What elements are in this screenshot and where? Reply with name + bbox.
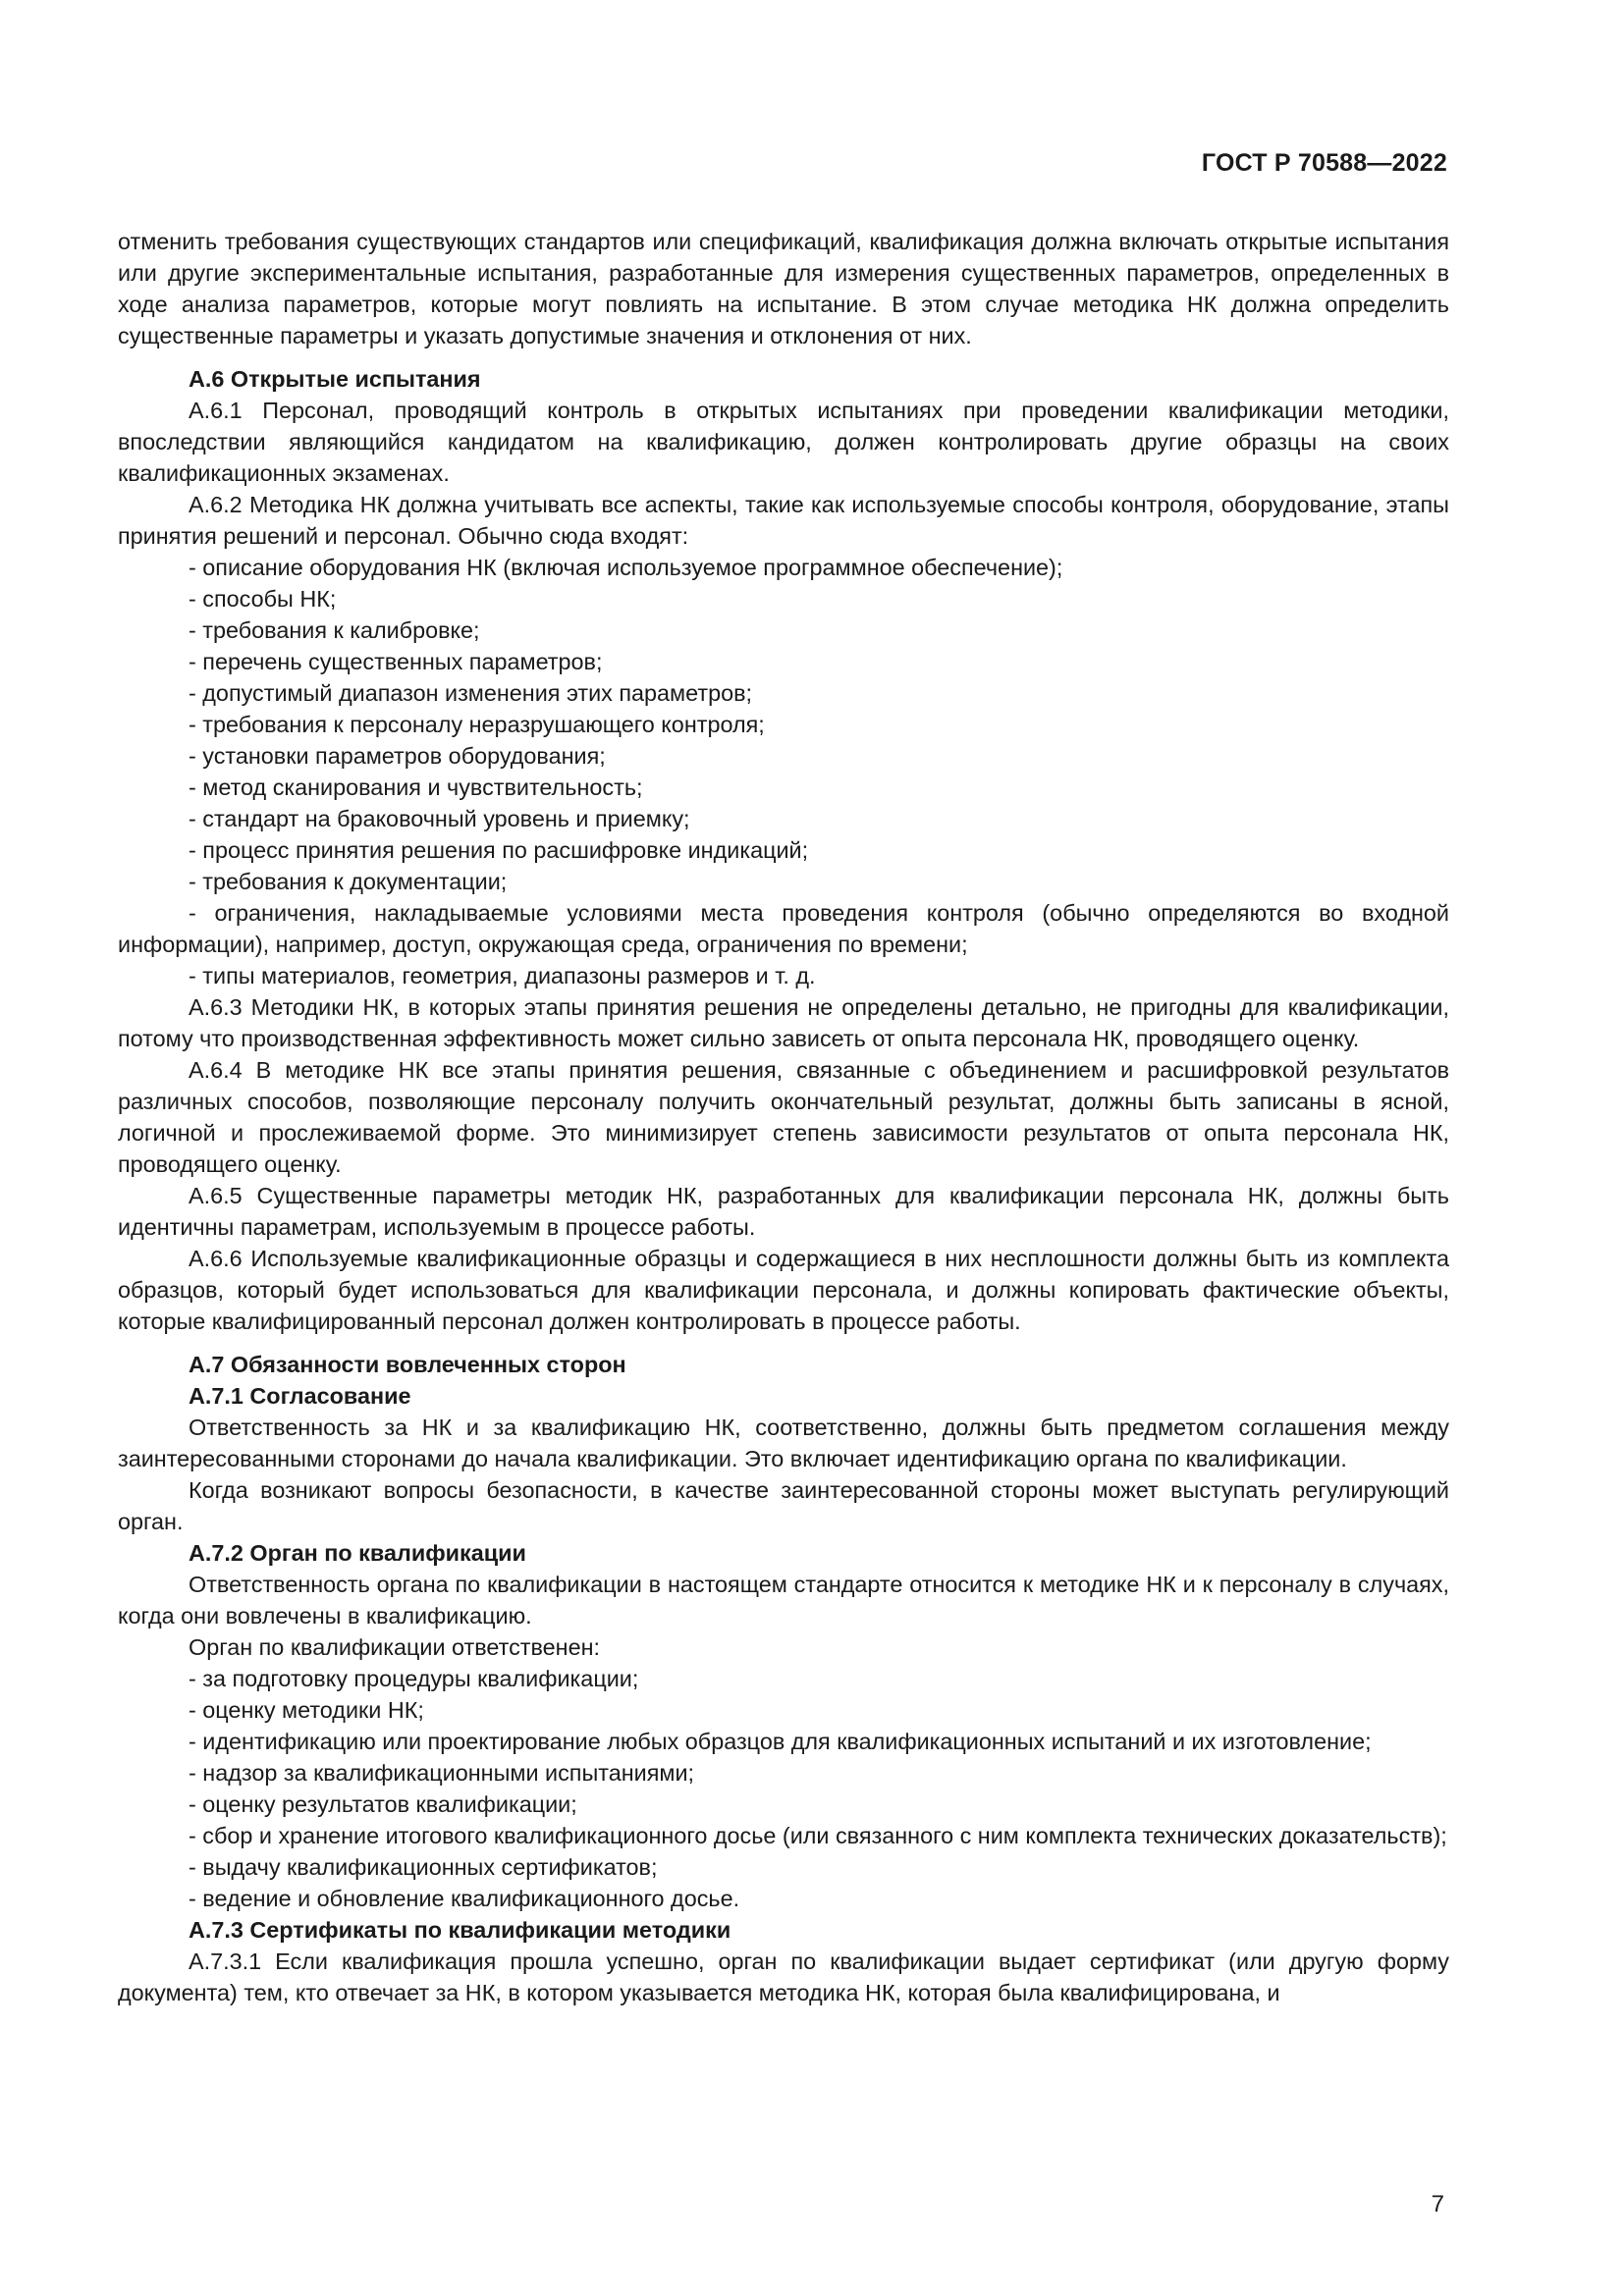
list-item: - надзор за квалификационными испытаниями;	[189, 1760, 695, 1786]
list-item: - за подготовку процедуры квалификации;	[189, 1666, 639, 1691]
list-item: - допустимый диапазон изменения этих параметров;	[189, 680, 753, 706]
subsection-heading: А.7.3 Сертификаты по квалификации методики	[189, 1917, 731, 1943]
section-heading: А.6 Открытые испытания	[189, 366, 481, 392]
list-item: - требования к калибровке;	[189, 617, 480, 643]
paragraph: А.6.6 Используемые квалификационные образцы и содержащиеся в них несплошности должны быть из комплекта образцов, который будет использоваться для квалификации персонала, и должны копировать фактические объекты, которые квалифицированный персонал должен контролировать в процессе работы.	[118, 1246, 1449, 1334]
section-heading: А.7 Обязанности вовлеченных сторон	[189, 1352, 626, 1377]
list-item: - оценку результатов квалификации;	[189, 1791, 577, 1817]
list-item: - процесс принятия решения по расшифровке индикаций;	[189, 837, 809, 863]
list-item: - требования к персоналу неразрушающего контроля;	[189, 712, 765, 737]
paragraph: - идентификацию или проектирование любых образцов для квалификационных испытаний и их изготовление;	[189, 1729, 1372, 1754]
list-item: - стандарт на браковочный уровень и приемку;	[189, 806, 690, 831]
subsection-heading: А.7.1 Согласование	[189, 1383, 411, 1409]
paragraph: - ограничения, накладываемые условиями места проведения контроля (обычно определяются во входной информации), например, доступ, окружающая среда, ограничения по времени;	[118, 900, 1449, 957]
paragraph: Ответственность органа по квалификации в настоящем стандарте относится к методике НК и к персоналу в случаях, когда они вовлечены в квалификацию.	[118, 1572, 1449, 1629]
paragraph: А.6.1 Персонал, проводящий контроль в открытых испытаниях при проведении квалификации методики, впоследствии являющийся кандидатом на квалификацию, должен контролировать другие образцы на своих квалификационных экзаменах.	[118, 398, 1449, 486]
subsection-heading: А.7.2 Орган по квалификации	[189, 1540, 526, 1566]
list-item: - ведение и обновление квалификационного досье.	[189, 1886, 740, 1911]
paragraph: А.6.3 Методики НК, в которых этапы принятия решения не определены детально, не пригодны для квалификации, потому что производственная эффективность может сильно зависеть от опыта персонала НК, проводящего оценку.	[118, 994, 1449, 1051]
list-item: - способы НК;	[189, 586, 337, 612]
paragraph: Ответственность за НК и за квалификацию НК, соответственно, должны быть предметом соглашения между заинтересованными сторонами до начала квалификации. Это включает идентификацию органа по квалификации.	[118, 1415, 1449, 1471]
paragraph: отменить требования существующих стандартов или спецификаций, квалификация должна включать открытые испытания или другие экспериментальные испытания, разработанные для измерения существенных параметров, определенных в ходе анализа параметров, которые могут повлиять на испытание. В этом случае методика НК должна определить существенные параметры и указать допустимые значения и отклонения от них.	[118, 229, 1449, 348]
page-number: 7	[1431, 2191, 1444, 2217]
list-item: - выдачу квалификационных сертификатов;	[189, 1854, 658, 1880]
document-code-header: ГОСТ Р 70588—2022	[1201, 149, 1447, 177]
paragraph: - сбор и хранение итогового квалификационного досье (или связанного с ним комплекта технических доказательств);	[189, 1823, 1447, 1848]
list-item: - перечень существенных параметров;	[189, 649, 603, 674]
list-item: - установки параметров оборудования;	[189, 743, 606, 769]
paragraph: Когда возникают вопросы безопасности, в качестве заинтересованной стороны может выступать регулирующий орган.	[118, 1477, 1449, 1534]
list-item: - метод сканирования и чувствительность;	[189, 774, 643, 800]
document-body	[118, 226, 1449, 2008]
paragraph: А.6.5 Существенные параметры методик НК, разработанных для квалификации персонала НК, должны быть идентичны параметрам, используемым в процессе работы.	[118, 1183, 1449, 1240]
paragraph: А.6.4 В методике НК все этапы принятия решения, связанные с объединением и расшифровкой результатов различных способов, позволяющие персоналу получить окончательный результат, должны быть записаны в ясной, логичной и прослеживаемой форме. Это минимизирует степень зависимости результатов от опыта персонала НК, проводящего оценку.	[118, 1057, 1449, 1177]
paragraph: А.7.3.1 Если квалификация прошла успешно, орган по квалификации выдает сертификат (или другую форму документа) тем, кто отвечает за НК, в котором указывается методика НК, которая была квалифицирована, и	[118, 1949, 1449, 2005]
list-item: - требования к документации;	[189, 869, 508, 894]
list-item: - оценку методики НК;	[189, 1697, 424, 1723]
list-item: Орган по квалификации ответственен:	[189, 1634, 601, 1660]
list-item: - типы материалов, геометрия, диапазоны размеров и т. д.	[189, 963, 816, 988]
paragraph: А.6.2 Методика НК должна учитывать все аспекты, такие как используемые способы контроля, оборудование, этапы принятия решений и персонал. Обычно сюда входят:	[118, 492, 1449, 549]
list-item: - описание оборудования НК (включая используемое программное обеспечение);	[189, 555, 1063, 580]
